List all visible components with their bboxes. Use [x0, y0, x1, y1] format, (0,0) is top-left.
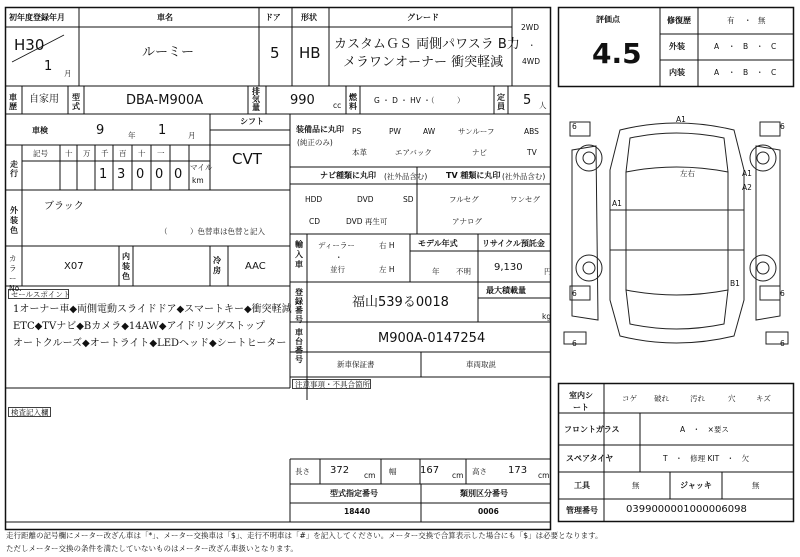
- seat-tear: 破れ: [654, 394, 669, 403]
- tv-type-label: TV 種類に丸印: [446, 171, 501, 180]
- damage-label-a1-left: A1: [612, 199, 622, 208]
- interior-dot: ・: [756, 68, 764, 77]
- color-no-label: カラーNo.: [9, 254, 22, 293]
- type-designation-value: 18440: [344, 507, 371, 516]
- equipment-sub: (純正のみ): [297, 138, 333, 147]
- car-damage-diagram: [558, 110, 794, 360]
- inspection-month-unit: 月: [188, 131, 196, 140]
- seat-hole: 穴: [728, 394, 736, 403]
- repair-option-yes: 有: [727, 16, 735, 25]
- inspection-year: 9: [96, 123, 105, 138]
- repair-history-label: 修復歴: [667, 16, 691, 25]
- windshield-label: フロントガラス: [564, 425, 620, 434]
- interior-grade-b: B: [743, 68, 749, 77]
- seat-stain: 汚れ: [690, 394, 705, 403]
- doors-label: ドア: [265, 13, 281, 22]
- month-unit: 月: [64, 69, 72, 78]
- tv-type-sub: (社外品含む): [502, 172, 546, 181]
- vehicle-manual: 車両取説: [466, 360, 496, 369]
- inspection-year-unit: 年: [128, 131, 136, 140]
- mileage-digit-header: 百: [119, 149, 127, 158]
- tools-value: 無: [632, 481, 640, 490]
- nav-dvd-playback: DVD 再生可: [346, 217, 388, 226]
- tv-oneseg: ワンセグ: [510, 195, 540, 204]
- max-load-label: 最大積載量: [486, 286, 526, 295]
- damage-label-a1-front: A1: [676, 115, 686, 124]
- equip-aw: AW: [423, 127, 436, 136]
- import-label: 輸入車: [295, 240, 303, 269]
- mileage-digit: 0: [155, 167, 164, 182]
- registration-no-label: 登録番号: [295, 288, 303, 324]
- mileage-digit: 0: [174, 167, 183, 182]
- tv-analog: アナログ: [452, 217, 482, 226]
- new-car-warranty: 新車保証書: [337, 360, 375, 369]
- score-label: 評価点: [596, 15, 620, 24]
- import-dot: ・: [335, 253, 343, 262]
- diagram-bracket-label: 6: [572, 289, 577, 298]
- spare-tire-options: T ・ 修理 KIT ・ 欠: [663, 454, 750, 463]
- nav-type-sub: (社外品含む): [384, 172, 428, 181]
- displacement-value: 990: [290, 93, 315, 108]
- model-year-unit: 年: [432, 267, 440, 276]
- shape-value: HB: [299, 44, 321, 62]
- usage-label: 車歴: [9, 93, 17, 111]
- sales-point-label: セールスポイント: [11, 290, 71, 299]
- length-label: 長さ: [295, 467, 310, 476]
- interior-grade-a: A: [714, 68, 720, 77]
- interior-seat-label: 室内シート: [569, 391, 593, 412]
- equip-airbag: エアバック: [395, 148, 432, 157]
- diagram-bracket-label: 6: [572, 339, 577, 348]
- jack-value: 無: [752, 481, 760, 490]
- drive-2wd: 2WD: [521, 23, 539, 32]
- usage-value: 自家用: [29, 94, 59, 105]
- first-registration-label: 初年度登録年月: [9, 13, 65, 22]
- repair-option-no: 無: [758, 16, 766, 25]
- car-name: ルーミー: [142, 45, 195, 60]
- mileage-digit-header: 十: [65, 149, 73, 158]
- width-value: 167: [420, 465, 440, 476]
- footer-note-line-2: ただしメーター交換の条件を満たしていないものはメーター改ざん車扱いとなります。: [6, 544, 298, 553]
- registration-month: 1: [44, 59, 53, 74]
- length-value: 372: [330, 465, 350, 476]
- mileage-digit: 0: [136, 167, 145, 182]
- model-year-unknown: 不明: [456, 267, 471, 276]
- exterior-grade-b: B: [743, 42, 749, 51]
- recycle-unit: 円: [544, 267, 552, 276]
- interior-grade-c: C: [771, 68, 777, 77]
- shift-value: CVT: [232, 150, 262, 168]
- windshield-options: A ・ ×要ス: [680, 425, 729, 434]
- interior-color-label: 内装色: [122, 252, 130, 281]
- nav-cd: CD: [309, 217, 321, 226]
- tools-label: 工具: [574, 481, 590, 490]
- management-no-label: 管理番号: [566, 506, 598, 515]
- ac-value: AAC: [245, 261, 266, 272]
- equip-pw: PW: [389, 127, 401, 136]
- diagram-bracket-label: 6: [780, 339, 785, 348]
- exterior-grade-c: C: [771, 42, 777, 51]
- exterior-color-value: ブラック: [44, 201, 84, 212]
- height-unit: cm: [538, 471, 550, 480]
- width-unit: cm: [452, 471, 464, 480]
- height-label: 高さ: [472, 467, 487, 476]
- drive-4wd: 4WD: [522, 57, 540, 66]
- inspector-note-label: 検査記入欄: [11, 408, 49, 417]
- exterior-dot: ・: [756, 42, 764, 51]
- equip-leather: 本革: [352, 148, 367, 157]
- equipment-label: 装備品に丸印: [296, 125, 344, 134]
- repair-option-dot: ・: [744, 16, 752, 25]
- registration-era: H30: [14, 36, 45, 54]
- chassis-no-value: M900A-0147254: [378, 331, 486, 346]
- displacement-label: 排気量: [252, 87, 260, 112]
- mileage-code-header: 記号: [33, 149, 48, 158]
- classification-label: 類別区分番号: [460, 489, 508, 498]
- grade-label: グレード: [407, 13, 439, 22]
- tv-fullseg: フルセグ: [449, 195, 479, 204]
- import-left-hand: 左 H: [379, 265, 395, 274]
- management-no-value: 0399000001000006098: [626, 504, 747, 515]
- damage-label-b1: B1: [730, 279, 740, 288]
- fuel-label: 燃料: [349, 93, 357, 111]
- damage-label-a1-right: A1: [742, 169, 752, 178]
- diagram-bracket-label: 6: [780, 122, 785, 131]
- diagram-bracket-label: 6: [780, 289, 785, 298]
- seat-scratch: キズ: [756, 394, 771, 403]
- shape-label: 形状: [301, 13, 317, 22]
- exterior-label: 外装: [669, 42, 685, 51]
- sales-point-line: オートクルーズ◆オートライト◆LEDヘッド◆シートヒーター: [13, 338, 287, 349]
- shift-label: シフト: [240, 117, 264, 126]
- color-change-note: （ ）色替車は色替と記入: [160, 227, 265, 236]
- equip-ps: PS: [352, 127, 362, 136]
- jack-label: ジャッキ: [680, 481, 712, 490]
- registration-no-value: 福山539る0018: [352, 295, 449, 310]
- equip-abs: ABS: [524, 127, 539, 136]
- mileage-label: 走行: [10, 160, 18, 178]
- model-year-label: モデル年式: [418, 239, 458, 248]
- sales-point-line: 1オーナー車◆両側電動スライドドア◆スマートキー◆衝突軽減: [13, 304, 292, 315]
- type-designation-label: 型式指定番号: [330, 489, 378, 498]
- recycle-label: リサイクル預託金: [482, 239, 545, 248]
- mileage-digit-header: 千: [101, 149, 109, 158]
- km-label: km: [192, 176, 204, 185]
- exterior-grade-a: A: [714, 42, 720, 51]
- capacity-unit: 人: [539, 101, 547, 110]
- mileage-digit-header: 一: [157, 149, 165, 158]
- inspection-month: 1: [158, 123, 167, 138]
- score-value: 4.5: [592, 37, 642, 70]
- grade-line-1: カスタムＧＳ 両側パワスラ B力: [334, 37, 520, 52]
- nav-hdd: HDD: [305, 195, 323, 204]
- capacity-label: 定員: [497, 93, 505, 111]
- cc-unit: cc: [333, 101, 342, 110]
- mileage-digit: 3: [117, 167, 126, 182]
- interior-label: 内装: [669, 68, 685, 77]
- ac-label: 冷房: [213, 256, 221, 275]
- equip-tv: TV: [527, 148, 537, 157]
- damage-label-side: 左右: [680, 169, 695, 178]
- grade-line-2: メラワンオーナー 衝突軽減: [343, 55, 504, 70]
- inspection-label: 車検: [32, 126, 48, 135]
- height-value: 173: [508, 465, 528, 476]
- nav-dvd: DVD: [357, 195, 374, 204]
- sales-point-line: ETC◆TVナビ◆Bカメラ◆14AW◆アイドリングストップ: [13, 321, 265, 332]
- damage-label-a2-right: A2: [742, 183, 752, 192]
- length-unit: cm: [364, 471, 376, 480]
- max-load-unit: kg: [542, 312, 552, 321]
- mile-label: マイル: [190, 163, 213, 172]
- mileage-digit-header: 十: [138, 149, 146, 158]
- import-parallel: 並行: [330, 265, 345, 274]
- import-dealer: ディーラー: [318, 241, 355, 250]
- car-name-label: 車名: [157, 13, 173, 22]
- mileage-digit: 1: [99, 167, 108, 182]
- doors-value: 5: [270, 44, 280, 62]
- model-code: DBA-M900A: [126, 93, 204, 108]
- nav-sd: SD: [403, 195, 414, 204]
- spare-tire-label: スペアタイヤ: [566, 454, 614, 463]
- import-right-hand: 右 H: [379, 241, 395, 250]
- exterior-color-label: 外装色: [10, 206, 18, 235]
- nav-type-label: ナビ種類に丸印: [320, 171, 376, 180]
- chassis-no-label: 車台番号: [295, 328, 303, 364]
- width-label: 幅: [389, 467, 397, 476]
- model-label: 型式: [72, 93, 80, 111]
- fuel-options: G ・ D ・ HV ・（ ）: [374, 96, 465, 105]
- color-no-value: X07: [64, 261, 84, 272]
- mileage-digit-header: 万: [83, 149, 91, 158]
- footer-note-line-1: 走行距離の記号欄にメーター改ざん車は「*」、メーター交換車は「$」、走行不明車は「#」を記入してください。メーター交換で合算表示した場合にも「$」は必要となります。: [6, 531, 603, 540]
- interior-dot: ・: [728, 68, 736, 77]
- diagram-bracket-label: 6: [572, 122, 577, 131]
- equip-sunroof: サンルーフ: [458, 127, 495, 136]
- drive-dot: ・: [528, 41, 536, 50]
- capacity-value: 5: [523, 93, 532, 108]
- exterior-dot: ・: [728, 42, 736, 51]
- recycle-value: 9,130: [494, 262, 523, 273]
- caution-label: 注意事項・不具合箇所: [295, 380, 370, 389]
- seat-burn: コゲ: [622, 394, 637, 403]
- classification-value: 0006: [478, 507, 499, 516]
- equip-navi: ナビ: [472, 148, 487, 157]
